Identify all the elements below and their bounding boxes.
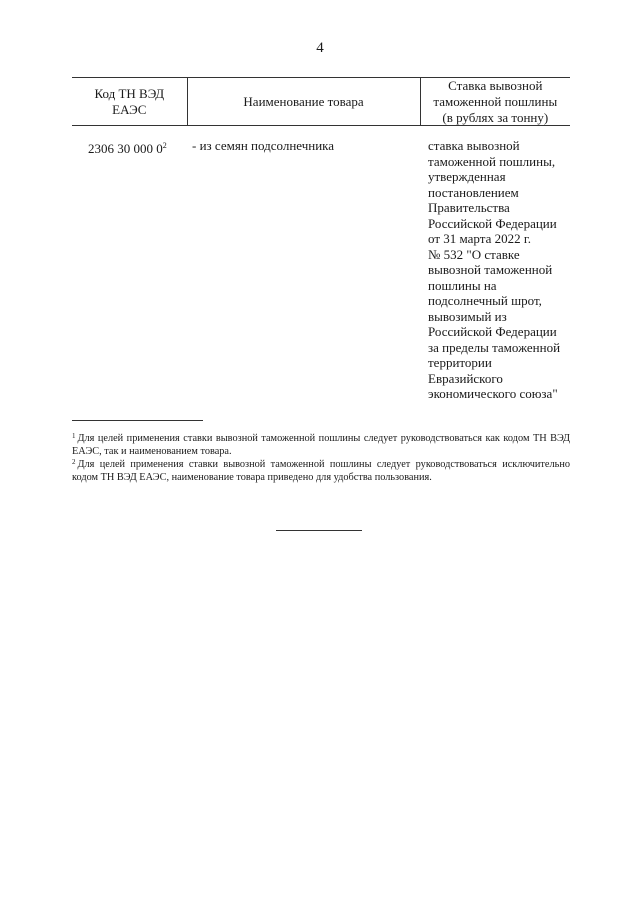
footnote-divider (72, 420, 203, 421)
footnote-1-text: Для целей применения ставки вывозной таможенной пошлины следует руководствоваться как кодом ТН ВЭД ЕАЭС, так и наименованием товара. (72, 433, 570, 457)
page-number: 4 (316, 40, 324, 56)
header-code: Код ТН ВЭД ЕАЭС (72, 78, 188, 125)
footnote-2-text: Для целей применения ставки вывозной таможенной пошлины следует руководствоваться исключительно кодом ТН ВЭД ЕАЭС, наименование товара приведено для удобства пользования. (72, 459, 570, 483)
footnote-2 (72, 456, 570, 484)
footnote-2-marker: 2 (72, 458, 76, 466)
footnote-1 (72, 430, 570, 458)
row-code-footnote-marker: 2 (162, 141, 167, 150)
end-of-document-line (276, 530, 362, 531)
row-code (88, 138, 167, 156)
header-rate: Ставка вывозной таможенной пошлины (в рублях за тонну) (433, 77, 558, 125)
table-header (72, 77, 570, 126)
row-name: - из семян подсолнечника (192, 138, 335, 153)
row-rate: ставка вывозной таможенной пошлины, утвержденная постановлением Правительства Российской Федерации от 31 марта 2022 г. № 532 "О ставке вывозной таможенной пошлины на подсолнечный шрот, вывозимый из Российской Федерации за пределы таможенной территории Евразийского экономического союза" (428, 138, 561, 401)
row-code-value: 2306 30 000 0 (88, 141, 163, 156)
header-name: Наименование товара (188, 78, 421, 125)
footnote-1-marker: 1 (72, 432, 76, 440)
